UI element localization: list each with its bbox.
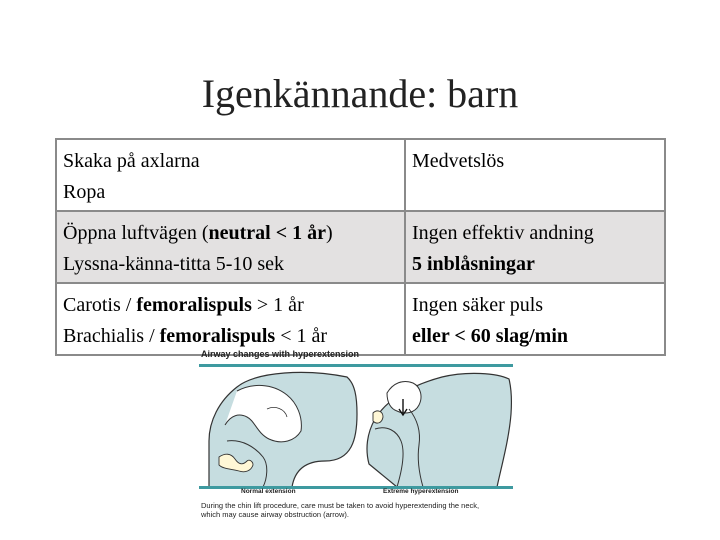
cell-text: Carotis / [63,294,137,316]
cell-line [63,218,398,249]
table-cell-left [56,283,405,355]
recognition-table [55,138,666,356]
cell-line [412,249,658,280]
cell-text: Ingen effektiv andning [412,222,594,244]
table-row [56,283,665,355]
bold-text: neutral < 1 år [208,222,327,244]
cell-text: Ropa [63,181,106,203]
table-cell-right [405,139,665,211]
cell-line [412,146,658,177]
table-cell-right [405,211,665,283]
bold-text: femoralispuls [159,325,276,347]
cell-line [63,177,398,208]
bold-text: 5 inblåsningar [412,253,535,275]
cell-text: Medvetslös [412,150,505,172]
table-cell-left [56,139,405,211]
cell-line [63,290,398,321]
cell-text: Ingen säker puls [412,294,544,316]
table-row [56,211,665,283]
figure-title: Airway changes with hyperextension [201,349,360,359]
bold-text: eller < 60 slag/min [412,325,569,347]
cell-line [63,321,398,352]
figure-rule-top [199,364,513,367]
cell-text: Öppna luftvägen ( [63,222,209,244]
airway-figure [197,349,519,524]
cell-text: Lyssna-känna-titta 5-10 sek [63,253,285,275]
figure-note: During the chin lift procedure, care must be taken to avoid hyperextending the neck, which may cause airway obstruction (arrow). [201,501,480,519]
cell-line [63,249,398,280]
cell-text: ) [326,222,333,244]
cell-line [412,290,658,321]
table-row [56,139,665,211]
cell-text: Brachialis / [63,325,160,347]
caption-normal-extension: Normal extension [241,488,296,495]
table-cell-left [56,211,405,283]
cell-text: Skaka på axlarna [63,150,200,172]
table-cell-right [405,283,665,355]
head-extreme-hyperextension [367,373,511,487]
cell-line [412,218,658,249]
caption-extreme-hyperextension: Extreme hyperextension [383,488,459,495]
slide-title: Igenkännande: barn [201,71,519,116]
cell-line [63,146,398,177]
bold-text: femoralispuls [136,294,252,316]
cell-text: > 1 år [251,294,304,316]
cell-line [412,321,658,352]
head-normal-extension [209,372,357,487]
airway-illustration [197,369,519,494]
cell-text: < 1 år [275,325,328,347]
